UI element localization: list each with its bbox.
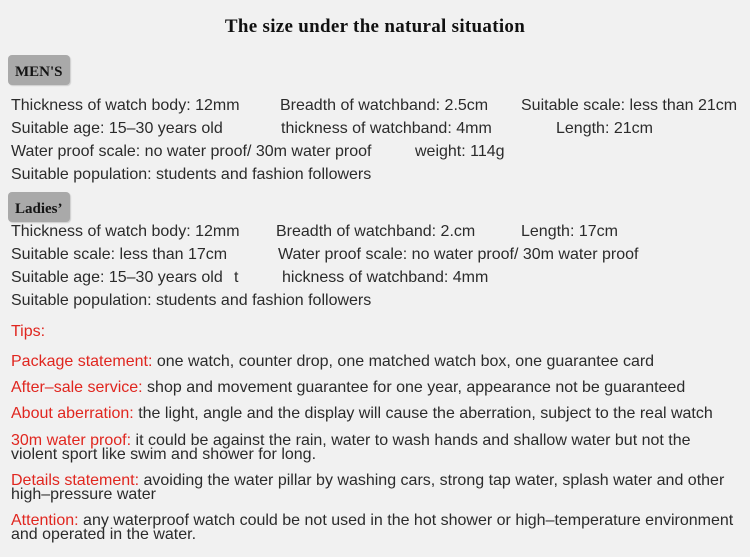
mens-weight: weight: 114g — [415, 143, 505, 160]
ladies-breadth-band: Breadth of watchband: 2.cm — [276, 223, 476, 240]
page-title: The size under the natural situation — [224, 16, 526, 37]
tip-text: the light, angle and the display will cause the aberration, subject to the real watch — [133, 405, 713, 422]
tip-package-statement — [11, 355, 741, 369]
tip-about-aberration — [11, 407, 741, 421]
tip-details-statement — [11, 474, 741, 502]
tips-heading: Tips: — [11, 323, 46, 340]
ladies-length: Length: 17cm — [521, 223, 618, 240]
ladies-suitable-scale: Suitable scale: less than 17cm — [11, 246, 228, 263]
tip-label: Package statement: — [11, 353, 153, 370]
ladies-thickness-band: hickness of watchband: 4mm — [282, 269, 489, 286]
ladies-badge: Ladies’ — [8, 192, 70, 222]
tip-text: shop and movement guarantee for one year, appearance not be guaranteed — [142, 379, 686, 396]
mens-thickness-body: Thickness of watch body: 12mm — [11, 97, 240, 114]
mens-thickness-band: thickness of watchband: 4mm — [281, 120, 492, 137]
tip-label: After–sale service: — [11, 379, 143, 396]
mens-length: Length: 21cm — [556, 120, 653, 137]
ladies-thickness-body: Thickness of watch body: 12mm — [11, 223, 240, 240]
tip-water-proof — [11, 434, 741, 462]
mens-badge: MEN'S — [8, 55, 70, 85]
ladies-suitable-age: Suitable age: 15–30 years old — [11, 269, 223, 286]
mens-suitable-age: Suitable age: 15–30 years old — [11, 120, 223, 137]
tip-label: About aberration: — [11, 405, 134, 422]
tip-label: Details statement: — [11, 472, 140, 489]
tip-text: any waterproof watch could be not used in the hot shower or high–temperature environment and operated in the water. — [11, 512, 734, 543]
tip-label: Attention: — [11, 512, 79, 529]
mens-population: Suitable population: students and fashion followers — [11, 166, 372, 183]
tip-label: 30m water proof: — [11, 432, 132, 449]
tip-text: avoiding the water pillar by washing cars, strong tap water, splash water and other high–pressure water — [11, 472, 725, 503]
mens-breadth-band: Breadth of watchband: 2.5cm — [280, 97, 489, 114]
tip-text: it could be against the rain, water to wash hands and shallow water but not the violent sport like swim and shower for long. — [11, 432, 691, 463]
tip-after-sale-service — [11, 381, 741, 395]
mens-suitable-scale: Suitable scale: less than 21cm — [521, 97, 738, 114]
tip-text: one watch, counter drop, one matched watch box, one guarantee card — [152, 353, 655, 370]
ladies-water-proof: Water proof scale: no water proof/ 30m water proof — [278, 246, 639, 263]
ladies-stray-t: t — [234, 269, 239, 286]
mens-water-proof: Water proof scale: no water proof/ 30m water proof — [11, 143, 372, 160]
ladies-population: Suitable population: students and fashion followers — [11, 292, 372, 309]
tip-attention — [11, 514, 741, 542]
